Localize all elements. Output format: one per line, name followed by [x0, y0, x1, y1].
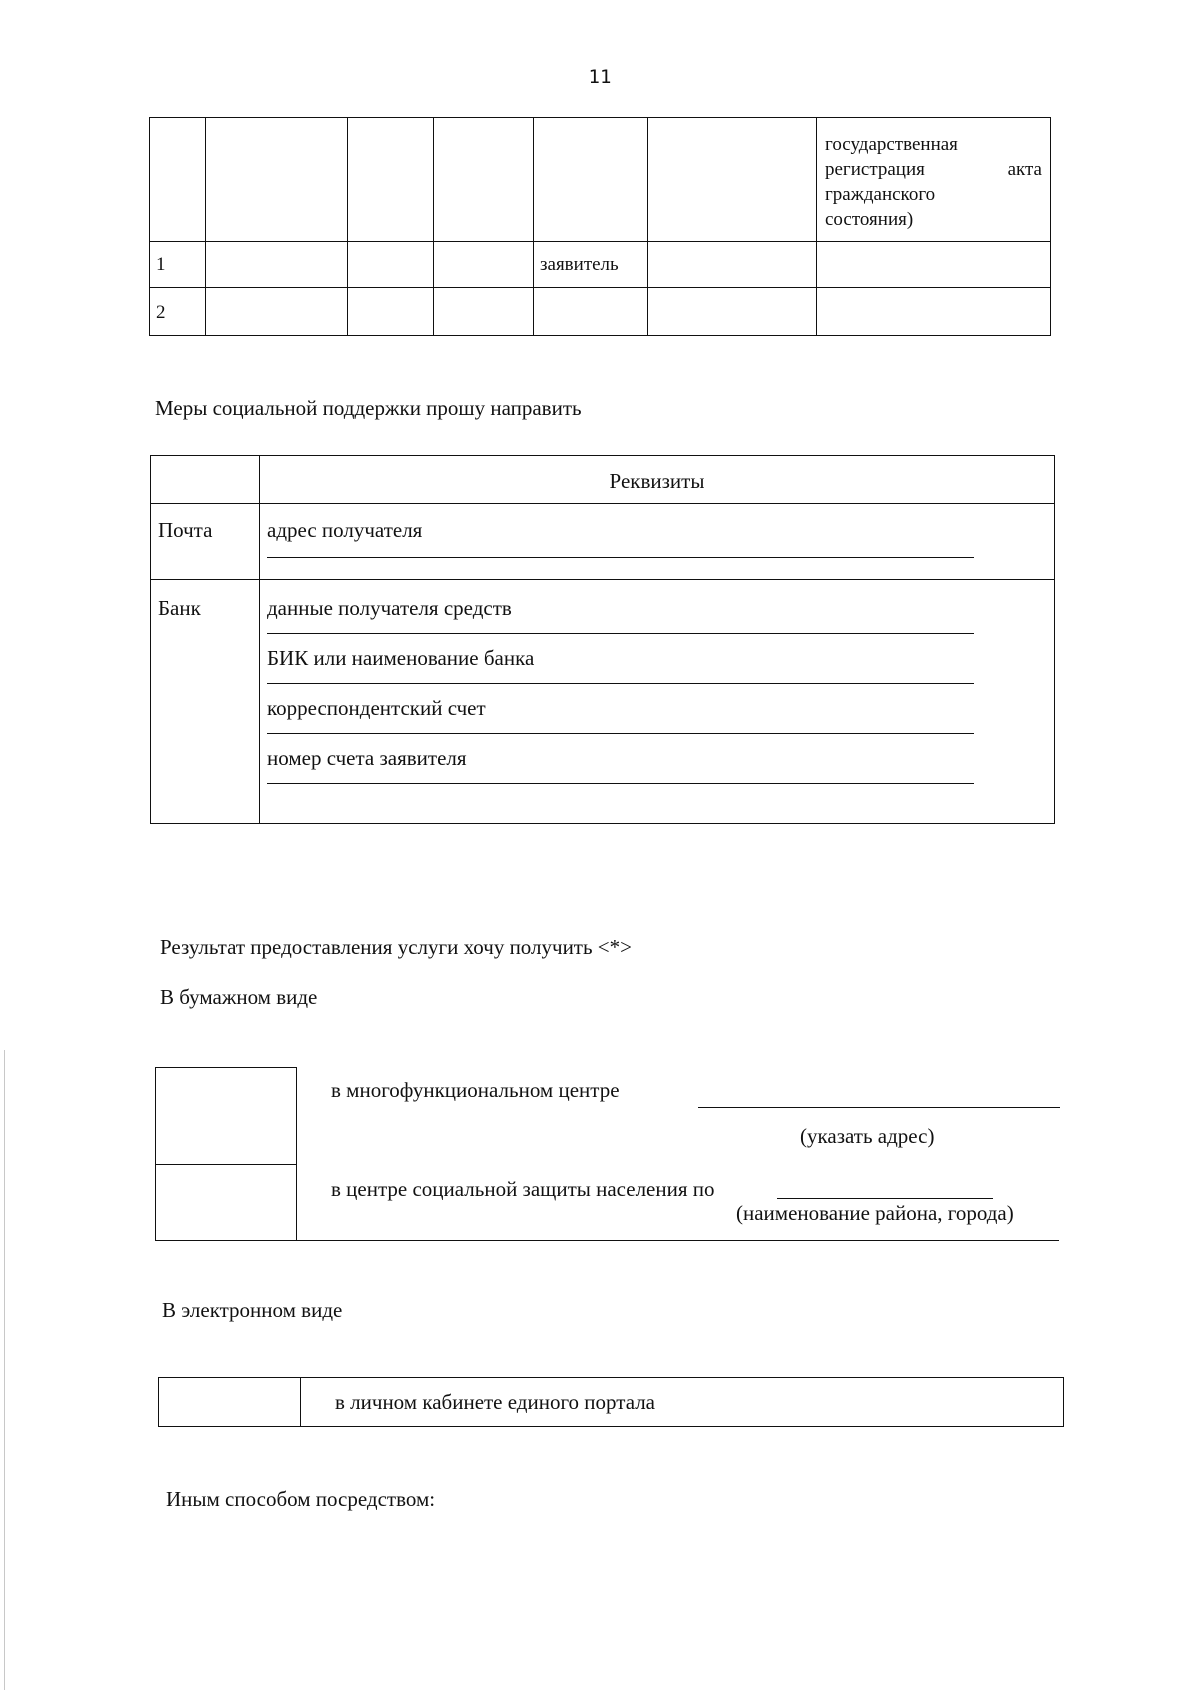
- recipient-data-line[interactable]: [267, 633, 974, 634]
- table-cell[interactable]: [206, 288, 348, 336]
- table-cell[interactable]: [206, 242, 348, 288]
- persons-table: [149, 117, 1051, 336]
- mail-label: Почта: [151, 504, 260, 580]
- portal-option-box: [158, 1377, 1064, 1427]
- requisites-header: Реквизиты: [260, 456, 1055, 504]
- recipient-address-label: адрес получателя: [267, 518, 423, 542]
- table-cell[interactable]: [817, 288, 1051, 336]
- scan-edge-line: [4, 1050, 5, 1690]
- hint-district: (наименование района, города): [736, 1201, 1014, 1225]
- table-row: [150, 288, 1051, 336]
- hint-address: (указать адрес): [800, 1124, 935, 1148]
- table-cell[interactable]: [648, 288, 817, 336]
- bank-label: Банк: [151, 580, 260, 824]
- portal-checkbox[interactable]: [159, 1378, 301, 1426]
- table-cell[interactable]: [817, 242, 1051, 288]
- bik-line[interactable]: [267, 683, 974, 684]
- option-portal: в личном кабинете единого портала: [335, 1390, 656, 1414]
- table-cell[interactable]: [434, 288, 534, 336]
- option-social: в центре социальной защиты населения по: [331, 1177, 715, 1201]
- table-cell: [648, 118, 817, 242]
- table-cell[interactable]: [534, 288, 648, 336]
- support-heading: Меры социальной поддержки прошу направить: [155, 396, 582, 420]
- table-cell[interactable]: [348, 242, 434, 288]
- table-cell[interactable]: [434, 242, 534, 288]
- applicant-account-line[interactable]: [267, 783, 974, 784]
- table-cell: [151, 456, 260, 504]
- recipient-address-line[interactable]: [267, 557, 974, 558]
- result-heading: Результат предоставления услуги хочу получить <*>: [160, 935, 632, 959]
- other-heading: Иным способом посредством:: [166, 1487, 436, 1511]
- cell-line: состояния): [825, 209, 914, 230]
- paper-checkbox-mfc[interactable]: [155, 1067, 297, 1165]
- page-number: 11: [588, 66, 612, 88]
- table-cell: [150, 118, 206, 242]
- table-cell: [206, 118, 348, 242]
- applicant-account-label: номер счета заявителя: [267, 746, 467, 770]
- bank-row: [151, 580, 1055, 824]
- cell-word: акта: [1007, 159, 1042, 180]
- table-cell: [534, 118, 648, 242]
- role-cell: заявитель: [534, 242, 648, 288]
- row-number: 2: [150, 288, 206, 336]
- requisites-table: [150, 455, 1055, 824]
- table-cell[interactable]: [348, 288, 434, 336]
- cell-line-justified: [825, 157, 1042, 182]
- cell-word: регистрация: [825, 159, 925, 180]
- paper-checkbox-social[interactable]: [155, 1163, 297, 1241]
- row-number: 1: [150, 242, 206, 288]
- cell-line: гражданского: [825, 184, 936, 205]
- table-row: [150, 242, 1051, 288]
- option-mfc: в многофункциональном центре: [331, 1078, 620, 1102]
- table-cell[interactable]: [648, 242, 817, 288]
- correspondent-account-line[interactable]: [267, 733, 974, 734]
- table-header-row: [150, 118, 1051, 242]
- mail-cell: [260, 504, 1055, 580]
- mfc-address-line[interactable]: [698, 1107, 1060, 1108]
- cell-line: государственная: [825, 134, 958, 155]
- electronic-heading: В электронном виде: [162, 1298, 343, 1322]
- mail-row: [151, 504, 1055, 580]
- paper-heading: В бумажном виде: [160, 985, 318, 1009]
- table-cell-civil-registration: [817, 118, 1051, 242]
- table-cell: [348, 118, 434, 242]
- recipient-data-label: данные получателя средств: [267, 596, 512, 620]
- bank-cell: [260, 580, 1055, 824]
- options-bottom-rule: [297, 1240, 1059, 1241]
- correspondent-account-label: корреспондентский счет: [267, 696, 486, 720]
- bik-label: БИК или наименование банка: [267, 646, 535, 670]
- table-cell: [434, 118, 534, 242]
- requisites-header-row: [151, 456, 1055, 504]
- district-line[interactable]: [777, 1198, 993, 1199]
